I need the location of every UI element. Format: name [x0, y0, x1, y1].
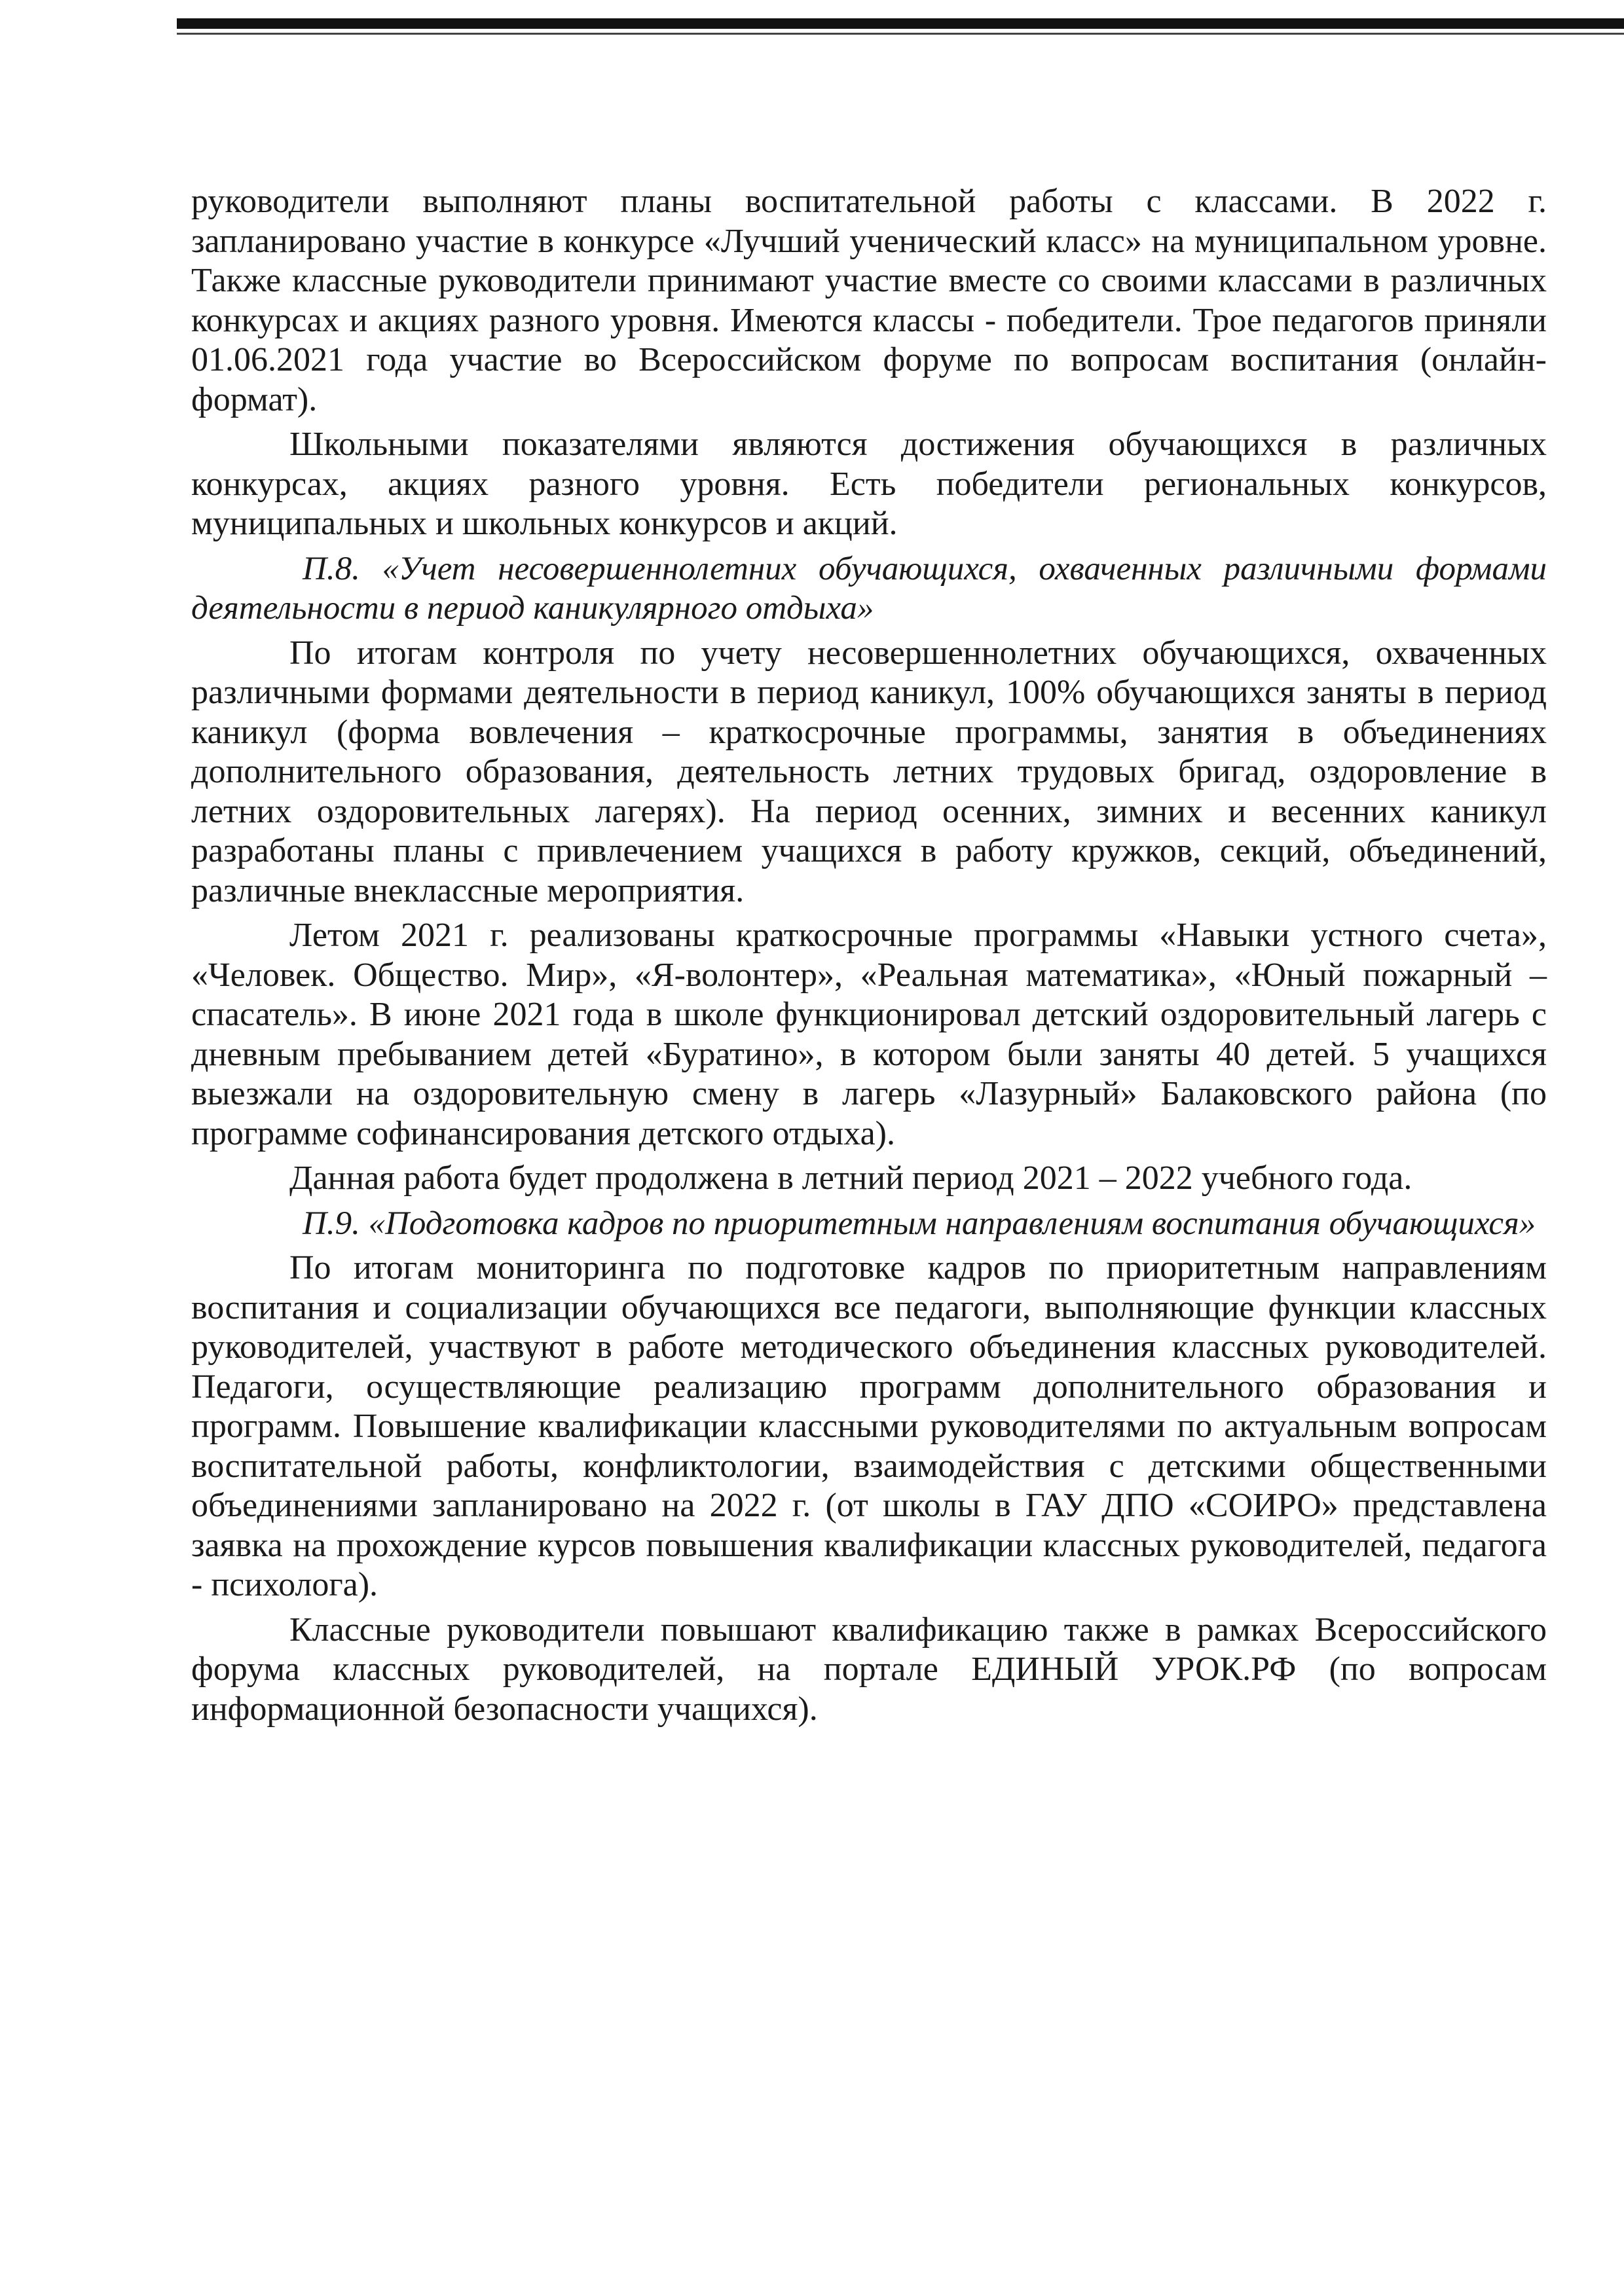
- paragraph-holiday-monitoring: По итогам контроля по учету несовершеннолетних обучающихся, охваченных различными формами деятельности в период каникул, 100% обучающихся заняты в период каникул (форма вовлечения – краткосрочные программы, занятия в объединениях дополнительного образования, деятельность летних трудовых бригад, оздоровление в летних оздоровительных лагерях). На период осенних, зимних и весенних каникул разработаны планы с привлечением учащихся в работу кружков, секций, объединений, различные внеклассные мероприятия.: [191, 634, 1547, 909]
- document-body: [191, 182, 1547, 1734]
- paragraph-summer-programs: Летом 2021 г. реализованы краткосрочные программы «Навыки устного счета», «Человек. Общество. Мир», «Я-волонтер», «Реальная математика», «Юный пожарный – спасатель». В июне 2021 года в школе функционировал детский оздоровительный лагерь с дневным пребыванием детей «Буратино», в котором были заняты 40 детей. 5 учащихся выезжали на оздоровительную смену в лагерь «Лазурный» Балаковского района (по программе софинансирования детского отдыха).: [191, 917, 1547, 1152]
- paragraph-school-indicators: Школьными показателями являются достижения обучающихся в различных конкурсах, акциях разного уровня. Есть победители региональных конкурсов, муниципальных и школьных конкурсов и акций.: [191, 426, 1547, 542]
- paragraph-staff-training: По итогам мониторинга по подготовке кадров по приоритетным направлениям воспитания и социализации обучающихся все педагоги, выполняющие функции классных руководителей, участвуют в работе методического объединения классных руководителей. Педагоги, осуществляющие реализацию программ дополнительного образования и программ. Повышение квалификации классными руководителями по актуальным вопросам воспитательной работы, конфликтологии, взаимодействия с детскими общественными объединениями запланировано на 2022 г. (от школы в ГАУ ДПО «СОИРО» представлена заявка на прохождение курсов повышения квалификации классных руководителей, педагога - психолога).: [191, 1249, 1547, 1603]
- paragraph-work-continued: Данная работа будет продолжена в летний период 2021 – 2022 учебного года.: [289, 1159, 1412, 1197]
- paragraph-class-leaders-plans: руководители выполняют планы воспитательной работы с классами. В 2022 г. запланировано участие в конкурсе «Лучший ученический класс» на муниципальном уровне. Также классные руководители принимают участие вместе со своими классами в различных конкурсах и акциях разного уровня. Имеются классы - победители. Трое педагогов приняли 01.06.2021 года участие во Всероссийском форуме по вопросам воспитания (онлайн-формат).: [191, 183, 1547, 418]
- section-heading-p8: П.8. «Учет несовершеннолетних обучающихся, охваченных различными формами деятельности в период каникулярного отдыха»: [191, 550, 1547, 627]
- scan-edge-bar: [177, 18, 1624, 29]
- paragraph-qualification-forum: Классные руководители повышают квалификацию также в рамках Всероссийского форума классных руководителей, на портале ЕДИНЫЙ УРОК.РФ (по вопросам информационной безопасности учащихся).: [191, 1611, 1547, 1728]
- scan-edge-line: [177, 33, 1624, 35]
- section-heading-p9: П.9. «Подготовка кадров по приоритетным направлениям воспитания обучающихся»: [303, 1205, 1536, 1242]
